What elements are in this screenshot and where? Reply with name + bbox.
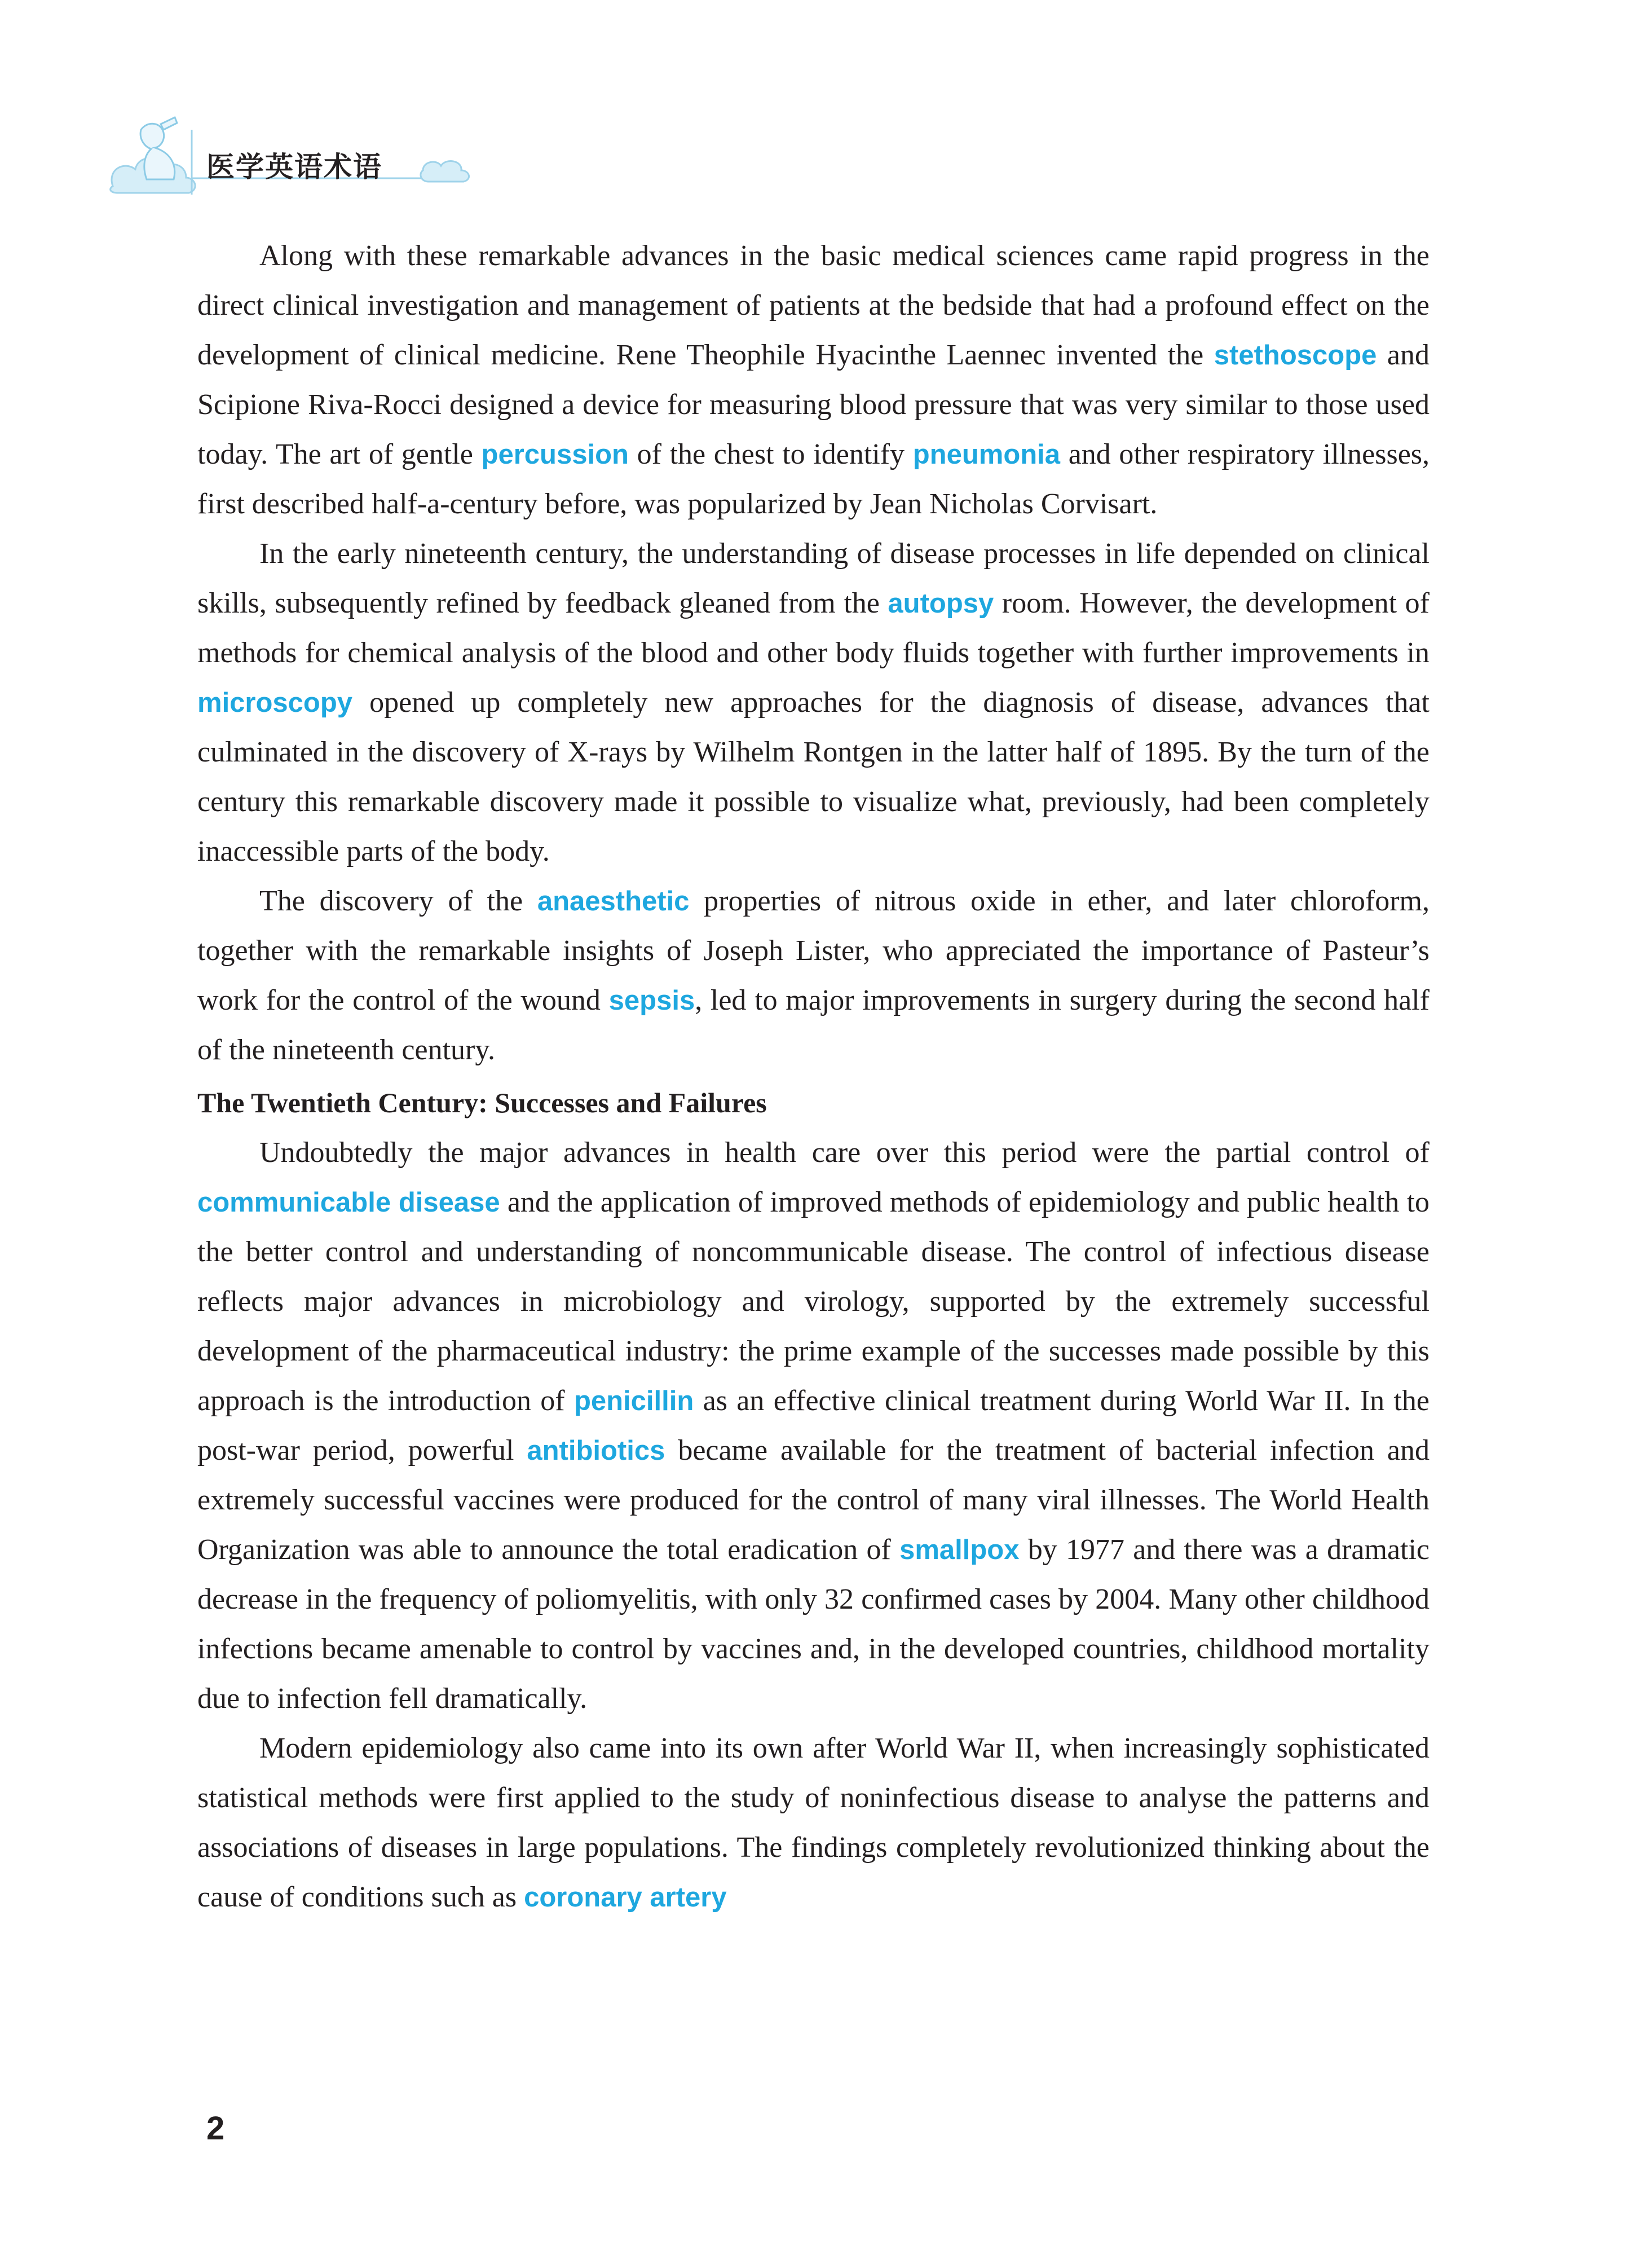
body-text: by 1977 and there was a dramatic decrease in the frequency of poliomyelitis, with only 32 confirmed cases by 2004. Many other childhood infections became amenable to control by vaccines and, in the developed countries, childhood mortality due to infection fell dramatically. <box>197 1534 1430 1715</box>
body-text: and other respiratory illnesses, first described half-a-century before, was popularized by Jean Nicholas Corvisart. <box>197 438 1430 520</box>
section-heading: The Twentieth Century: Successes and Failures <box>197 1087 767 1118</box>
body-text: room. However, the development of methods for chemical analysis of the blood and other body fluids together with further improvements in <box>197 587 1430 669</box>
body-text: In the early nineteenth century, the understanding of disease processes in life depended on clinical skills, subsequently refined by feedback gleaned from the <box>197 538 1430 619</box>
key-term: penicillin <box>573 1386 694 1416</box>
body-text: properties of nitrous oxide in ether, and later chloroform, together with the remarkable insights of Joseph Lister, who appreciated the importance of Pasteur’s work for the control of the wound <box>197 885 1430 1016</box>
page-number: 2 <box>206 2110 225 2147</box>
key-term: coronary artery <box>524 1882 727 1913</box>
key-term: percussion <box>481 439 629 470</box>
running-header <box>107 107 479 197</box>
paragraph-modern-epidemiology <box>197 1724 1430 1922</box>
paragraph-nineteenth-century-diagnosis <box>197 529 1430 877</box>
body-text: and the application of improved methods of epidemiology and public health to the better control and understanding of noncommunicable disease. The control of infectious disease reflects major advances in microbiology and virology, supported by the extremely successful development of the pharmaceutical industry: the prime example of the successes made possible by this approach is the introduction of <box>197 1186 1430 1417</box>
body-text: and Scipione Riva-Rocci designed a device for measuring blood pressure that was very similar to those used today. The art of gentle <box>197 339 1430 470</box>
key-term: antibiotics <box>527 1435 665 1466</box>
key-term: smallpox <box>899 1535 1020 1565</box>
paragraph-clinical-advances <box>197 231 1430 529</box>
body-text: The discovery of the <box>259 885 537 917</box>
body-text: became available for the treatment of bacterial infection and extremely successful vaccines were produced for the control of many viral illnesses. The World Health Organization was able to announce the total eradication of <box>197 1434 1430 1566</box>
key-term: stethoscope <box>1214 340 1377 371</box>
page-body <box>197 231 1430 1922</box>
key-term: microscopy <box>197 688 353 718</box>
paragraph-communicable-disease <box>197 1128 1430 1724</box>
key-term: communicable disease <box>197 1187 500 1218</box>
paragraph-anaesthesia-surgery <box>197 877 1430 1075</box>
header-title: 医学英语术语 <box>206 150 382 183</box>
body-text: Undoubtedly the major advances in health care over this period were the partial control of <box>259 1137 1430 1169</box>
body-text: as an effective clinical treatment during World War II. In the post-war period, powerful <box>197 1385 1430 1467</box>
body-text: Along with these remarkable advances in the basic medical sciences came rapid progress in the direct clinical investigation and management of patients at the bedside that had a profound effect on the development of clinical medicine. Rene Theophile Hyacinthe Laennec invented the <box>197 240 1430 371</box>
body-text: of the chest to identify <box>628 438 913 470</box>
key-term: pneumonia <box>912 439 1061 470</box>
key-term: autopsy <box>888 588 994 619</box>
key-term: anaesthetic <box>537 886 690 917</box>
body-text: , led to major improvements in surgery during the second half of the nineteenth century. <box>197 984 1430 1066</box>
key-term: sepsis <box>608 985 695 1016</box>
body-text: Modern epidemiology also came into its own after World War II, when increasingly sophisticated statistical methods were first applied to the study of noninfectious disease to analyse the patterns and associations of diseases in large populations. The findings completely revolutionized thinking about the cause of conditions such as <box>197 1732 1430 1913</box>
body-text: opened up completely new approaches for the diagnosis of disease, advances that culminated in the discovery of X-rays by Wilhelm Rontgen in the latter half of 1895. By the turn of the century this remarkable discovery made it possible to visualize what, previously, had been completely inaccessible parts of the body. <box>197 686 1430 867</box>
